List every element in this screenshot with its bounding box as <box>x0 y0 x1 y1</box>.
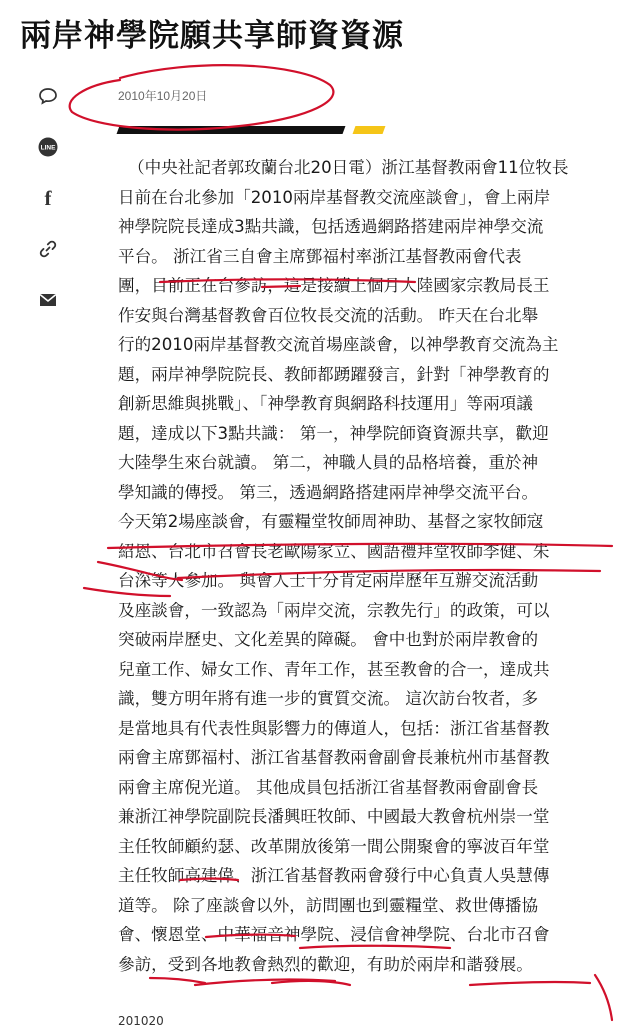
article-line: 兩會主席鄧福村、浙江省基督教兩會副會長兼杭州市基督教 <box>118 748 550 767</box>
line-share-button[interactable] <box>30 129 66 165</box>
article-line: 參訪，受到各地教會熱烈的歡迎，有助於兩岸和諧發展。 <box>118 954 533 974</box>
article-line: 會、懷恩堂、中華福音神學院、浸信會神學院、台北市召會 <box>118 925 550 944</box>
facebook-icon-label: f <box>44 187 52 209</box>
email-share-button[interactable] <box>30 282 66 318</box>
article-line: 平台。 浙江省三自會主席鄧福村率浙江基督教兩會代表 <box>118 246 522 266</box>
link-icon <box>38 239 58 259</box>
article-line: 突破兩岸歷史、文化差異的障礙。 會中也對於兩岸教會的 <box>118 630 539 649</box>
facebook-share-button[interactable] <box>30 180 66 216</box>
article-line: 及座談會，一致認為「兩岸交流，宗教先行」的政策，可以 <box>118 600 550 620</box>
article-line: 主任牧師顧約瑟、改革開放後第一間公開聚會的寧波百年堂 <box>118 836 550 856</box>
article-body <box>118 153 588 979</box>
highlight-bar <box>353 126 386 134</box>
comment-button[interactable] <box>30 78 66 114</box>
article-line: 行的2010兩岸基督教交流首場座談會，以神學教育交流為主 <box>118 335 559 354</box>
line-icon <box>37 136 59 158</box>
article-line: 兩會主席倪光道。 其他成員包括浙江省基督教兩會副會長 <box>118 777 539 797</box>
article-line: 台深等人參加。 與會人士十分肯定兩岸歷年互辦交流活動 <box>118 571 539 590</box>
article-line: 神學院院長達成3點共識，包括透過網路搭建兩岸神學交流 <box>118 217 544 236</box>
article-line: 日前在台北參加「2010兩岸基督教交流座談會」，會上兩岸 <box>118 187 551 207</box>
share-toolbar <box>30 78 70 333</box>
article-line: 紹恩、台北市召會長老歐陽家立、國語禮拜堂牧師李健、朱 <box>118 541 550 561</box>
comment-icon <box>38 86 58 106</box>
mail-icon <box>38 292 58 308</box>
underline-mark <box>470 982 590 985</box>
underline-mark <box>595 975 612 1020</box>
article-line: 題，兩岸神學院院長、教師都踴躍發言，針對「神學教育的 <box>118 364 550 384</box>
article-line: 作安與台灣基督教會百位牧長交流的活動。 昨天在台北舉 <box>118 305 539 325</box>
underline-mark <box>195 980 335 985</box>
article-line: （中央社記者郭玫蘭台北20日電）浙江基督教兩會11位牧長 <box>128 158 569 177</box>
article-title: 兩岸神學院願共享師資資源 <box>20 18 404 54</box>
line-icon-label: LINE <box>40 144 56 152</box>
facebook-icon <box>38 187 58 209</box>
article-line: 道等。 除了座談會以外，訪問團也到靈糧堂、救世傳播協 <box>118 895 539 915</box>
article-line: 識，雙方明年將有進一步的實質交流。 這次訪台牧者，多 <box>118 689 539 708</box>
publish-date: 2010年10月20日 <box>118 89 208 103</box>
article-line: 今天第2場座談會，有靈糧堂牧師周神助、基督之家牧師寇 <box>118 512 544 531</box>
redaction-bar <box>117 126 346 134</box>
article-line: 題，達成以下3點共識： 第一，神學院師資資源共享，歡迎 <box>118 423 549 443</box>
article-line: 兼浙江神學院副院長潘興旺牧師、中國最大教會杭州崇一堂 <box>118 807 550 826</box>
copy-link-button[interactable] <box>30 231 66 267</box>
article-line: 大陸學生來台就讀。 第二，神職人員的品格培養，重於神 <box>118 453 539 472</box>
article-line: 主任牧師高建偉、浙江省基督教兩會發行中心負責人吳慧傳 <box>118 866 550 885</box>
underline-mark <box>272 981 350 985</box>
article-line: 是當地具有代表性與影響力的傳道人，包括：浙江省基督教 <box>118 718 550 738</box>
article-tail-text: 201020 <box>118 1014 164 1028</box>
article-line: 創新思維與挑戰」、「神學教育與網路科技運用」等兩項議 <box>118 394 533 413</box>
article-line: 學知識的傳授。 第三，透過網路搭建兩岸神學交流平台。 <box>118 482 539 502</box>
article-line: 團，目前正在台參訪，這是接續上個月大陸國家宗教局長王 <box>118 276 550 295</box>
article-line: 兒童工作、婦女工作、青年工作，甚至教會的合一，達成共 <box>118 659 550 679</box>
